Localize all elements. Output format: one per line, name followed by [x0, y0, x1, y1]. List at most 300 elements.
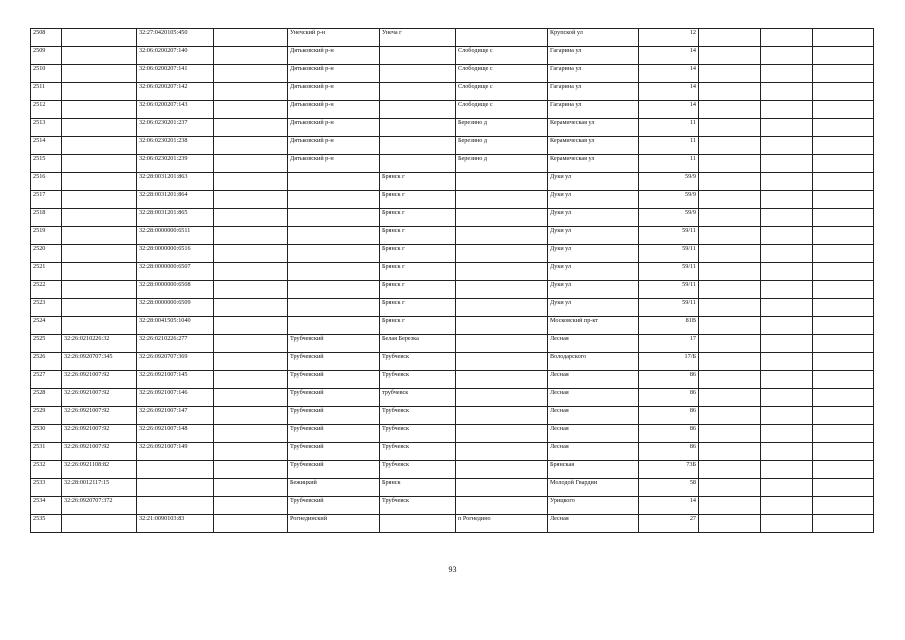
cell-city: [380, 119, 456, 137]
cell-old-cadastral-number: 32:26:0921108:82: [62, 461, 137, 479]
cell-blank-col: [214, 227, 288, 245]
cell-house-number: 14: [639, 101, 699, 119]
cell-street: Дуки ул: [548, 173, 639, 191]
cell-row-number: 2528: [31, 389, 62, 407]
cell-blank-col: [214, 317, 288, 335]
cell-extra-col-1: [699, 119, 761, 137]
cell-old-cadastral-number: [62, 83, 137, 101]
cell-city: [380, 65, 456, 83]
cell-blank-col: [214, 137, 288, 155]
cell-city: Трубчевск: [380, 407, 456, 425]
cell-cadastral-number: 32:06:0200207:141: [137, 65, 214, 83]
cell-street: Дуки ул: [548, 281, 639, 299]
cell-house-number: 11: [639, 155, 699, 173]
cell-blank-col: [214, 371, 288, 389]
cell-city: [380, 83, 456, 101]
cell-cadastral-number: [137, 461, 214, 479]
cell-cadastral-number: [137, 497, 214, 515]
cell-extra-col-2: [761, 515, 813, 533]
cell-extra-col-2: [761, 65, 813, 83]
cell-district: Трубчевский: [288, 461, 380, 479]
cell-extra-col-3: [813, 281, 874, 299]
cell-blank-col: [214, 461, 288, 479]
table-row: [31, 245, 874, 263]
cell-extra-col-2: [761, 353, 813, 371]
cell-district: Дятьковский р-н: [288, 137, 380, 155]
cell-old-cadastral-number: [62, 65, 137, 83]
cell-district: Рогнединский: [288, 515, 380, 533]
cell-old-cadastral-number: [62, 245, 137, 263]
cell-blank-col: [214, 497, 288, 515]
cell-city: Трубчевск: [380, 425, 456, 443]
cell-settlement: [456, 227, 548, 245]
cell-extra-col-1: [699, 191, 761, 209]
cell-extra-col-2: [761, 461, 813, 479]
cell-old-cadastral-number: 32:26:0921007:92: [62, 425, 137, 443]
cell-extra-col-3: [813, 137, 874, 155]
cell-house-number: 59/9: [639, 191, 699, 209]
cell-house-number: 12: [639, 29, 699, 47]
cell-district: Трубчевский: [288, 335, 380, 353]
cell-extra-col-3: [813, 263, 874, 281]
cell-city: Брянск г: [380, 245, 456, 263]
table-row: [31, 317, 874, 335]
cell-house-number: 81В: [639, 317, 699, 335]
cell-extra-col-1: [699, 281, 761, 299]
cell-district: Трубчевский: [288, 407, 380, 425]
cell-cadastral-number: 32:28:0000000:6509: [137, 299, 214, 317]
cell-old-cadastral-number: 32:26:0921007:92: [62, 371, 137, 389]
cell-house-number: 14: [639, 83, 699, 101]
cell-district: [288, 263, 380, 281]
cell-extra-col-1: [699, 173, 761, 191]
cell-cadastral-number: 32:26:0210226:277: [137, 335, 214, 353]
table-row: [31, 263, 874, 281]
cell-blank-col: [214, 479, 288, 497]
cell-extra-col-2: [761, 191, 813, 209]
table-row: [31, 443, 874, 461]
cell-cadastral-number: 32:26:0921007:146: [137, 389, 214, 407]
cell-house-number: 17: [639, 335, 699, 353]
cell-extra-col-1: [699, 83, 761, 101]
cell-city: Брянск г: [380, 263, 456, 281]
cell-row-number: 2530: [31, 425, 62, 443]
cell-row-number: 2509: [31, 47, 62, 65]
cell-extra-col-3: [813, 65, 874, 83]
cell-street: Лесная: [548, 389, 639, 407]
cell-blank-col: [214, 407, 288, 425]
cell-street: Дуки ул: [548, 299, 639, 317]
cell-settlement: [456, 353, 548, 371]
cell-extra-col-2: [761, 155, 813, 173]
table-row: [31, 119, 874, 137]
cell-extra-col-1: [699, 137, 761, 155]
cell-cadastral-number: 32:26:0921007:148: [137, 425, 214, 443]
cell-blank-col: [214, 83, 288, 101]
cell-blank-col: [214, 101, 288, 119]
cell-row-number: 2512: [31, 101, 62, 119]
cell-house-number: 58: [639, 479, 699, 497]
cell-street: Лесная: [548, 407, 639, 425]
cell-district: Трубчевский: [288, 425, 380, 443]
cell-settlement: [456, 443, 548, 461]
cell-district: Бежицкий: [288, 479, 380, 497]
cell-city: Унеча г: [380, 29, 456, 47]
cell-old-cadastral-number: [62, 191, 137, 209]
cell-district: Унечский р-н: [288, 29, 380, 47]
cell-old-cadastral-number: 32:28:0012117:15: [62, 479, 137, 497]
cell-city: [380, 47, 456, 65]
table-row: [31, 101, 874, 119]
cell-house-number: 86: [639, 425, 699, 443]
cell-street: Дуки ул: [548, 191, 639, 209]
cell-extra-col-2: [761, 407, 813, 425]
cell-extra-col-2: [761, 47, 813, 65]
cell-settlement: [456, 29, 548, 47]
cell-extra-col-2: [761, 209, 813, 227]
cell-extra-col-2: [761, 173, 813, 191]
cell-city: трубчевск: [380, 389, 456, 407]
cell-house-number: 86: [639, 443, 699, 461]
cell-street: Керамическая ул: [548, 119, 639, 137]
cell-extra-col-3: [813, 119, 874, 137]
cell-blank-col: [214, 389, 288, 407]
cell-extra-col-2: [761, 137, 813, 155]
cell-city: Брянск г: [380, 281, 456, 299]
cell-street: Гагарина ул: [548, 83, 639, 101]
cell-old-cadastral-number: [62, 209, 137, 227]
cell-street: Дуки ул: [548, 209, 639, 227]
cell-extra-col-1: [699, 407, 761, 425]
cell-extra-col-3: [813, 443, 874, 461]
cell-district: [288, 173, 380, 191]
cell-old-cadastral-number: [62, 281, 137, 299]
table-row: [31, 209, 874, 227]
cell-district: [288, 299, 380, 317]
cell-city: Брянск г: [380, 299, 456, 317]
table-row: [31, 461, 874, 479]
cell-row-number: 2514: [31, 137, 62, 155]
cell-street: Керамическая ул: [548, 155, 639, 173]
table-row: [31, 425, 874, 443]
cell-street: Гагарина ул: [548, 65, 639, 83]
cell-row-number: 2521: [31, 263, 62, 281]
cell-row-number: 2533: [31, 479, 62, 497]
cell-extra-col-1: [699, 389, 761, 407]
cell-city: Брянск г: [380, 317, 456, 335]
cell-extra-col-1: [699, 245, 761, 263]
cell-row-number: 2535: [31, 515, 62, 533]
cell-house-number: 59/11: [639, 281, 699, 299]
cell-row-number: 2524: [31, 317, 62, 335]
cell-street: Брянская: [548, 461, 639, 479]
cell-extra-col-1: [699, 299, 761, 317]
cell-extra-col-1: [699, 101, 761, 119]
cell-blank-col: [214, 515, 288, 533]
cell-old-cadastral-number: [62, 317, 137, 335]
cell-extra-col-3: [813, 335, 874, 353]
cell-city: Трубчевск: [380, 497, 456, 515]
cell-old-cadastral-number: [62, 101, 137, 119]
cell-extra-col-1: [699, 353, 761, 371]
cell-cadastral-number: 32:21:0090103:83: [137, 515, 214, 533]
cell-settlement: [456, 425, 548, 443]
cell-district: Трубчевский: [288, 371, 380, 389]
cell-row-number: 2520: [31, 245, 62, 263]
table-row: [31, 191, 874, 209]
cell-settlement: [456, 173, 548, 191]
cell-settlement: [456, 479, 548, 497]
cell-blank-col: [214, 425, 288, 443]
cell-blank-col: [214, 119, 288, 137]
cell-city: Брянск г: [380, 227, 456, 245]
cell-cadastral-number: 32:26:0921007:149: [137, 443, 214, 461]
cell-old-cadastral-number: [62, 173, 137, 191]
table-row: [31, 497, 874, 515]
cell-cadastral-number: 32:28:0031201:864: [137, 191, 214, 209]
table-row: [31, 335, 874, 353]
table-body: [31, 29, 874, 533]
cell-old-cadastral-number: [62, 47, 137, 65]
cell-city: Белая Березка: [380, 335, 456, 353]
cell-blank-col: [214, 155, 288, 173]
cell-district: Трубчевский: [288, 443, 380, 461]
cell-extra-col-3: [813, 173, 874, 191]
cell-street: Гагарина ул: [548, 47, 639, 65]
cell-cadastral-number: 32:26:0920707:369: [137, 353, 214, 371]
table-row: [31, 173, 874, 191]
cell-extra-col-1: [699, 515, 761, 533]
cell-house-number: 73Б: [639, 461, 699, 479]
cell-settlement: [456, 407, 548, 425]
cell-extra-col-1: [699, 479, 761, 497]
cell-extra-col-2: [761, 371, 813, 389]
cell-settlement: [456, 191, 548, 209]
cell-district: Дятьковский р-н: [288, 65, 380, 83]
cell-cadastral-number: 32:06:0230201:237: [137, 119, 214, 137]
cell-row-number: 2527: [31, 371, 62, 389]
table-row: [31, 299, 874, 317]
cell-settlement: Слободище с: [456, 65, 548, 83]
cell-old-cadastral-number: [62, 29, 137, 47]
cell-extra-col-2: [761, 83, 813, 101]
cell-extra-col-1: [699, 371, 761, 389]
cell-extra-col-1: [699, 155, 761, 173]
register-table: [30, 28, 874, 533]
cell-settlement: [456, 299, 548, 317]
cell-blank-col: [214, 353, 288, 371]
cell-settlement: [456, 263, 548, 281]
cell-house-number: 11: [639, 119, 699, 137]
cell-extra-col-3: [813, 407, 874, 425]
cell-extra-col-3: [813, 353, 874, 371]
cell-extra-col-2: [761, 227, 813, 245]
cell-extra-col-2: [761, 425, 813, 443]
cell-extra-col-1: [699, 47, 761, 65]
cell-district: Трубчевский: [288, 353, 380, 371]
cell-street: Урицкого: [548, 497, 639, 515]
cell-city: Брянск: [380, 479, 456, 497]
cell-city: Трубчевск: [380, 371, 456, 389]
cell-extra-col-1: [699, 425, 761, 443]
cell-blank-col: [214, 29, 288, 47]
cell-extra-col-1: [699, 443, 761, 461]
cell-settlement: [456, 281, 548, 299]
cell-district: [288, 281, 380, 299]
cell-settlement: [456, 371, 548, 389]
cell-extra-col-3: [813, 389, 874, 407]
cell-row-number: 2532: [31, 461, 62, 479]
cell-blank-col: [214, 335, 288, 353]
cell-street: Дуки ул: [548, 263, 639, 281]
cell-house-number: 59/11: [639, 227, 699, 245]
cell-street: Лесная: [548, 335, 639, 353]
cell-house-number: 59/9: [639, 173, 699, 191]
cell-extra-col-3: [813, 299, 874, 317]
cell-extra-col-3: [813, 191, 874, 209]
cell-house-number: 14: [639, 65, 699, 83]
cell-district: Дятьковский р-н: [288, 83, 380, 101]
cell-extra-col-1: [699, 209, 761, 227]
cell-row-number: 2523: [31, 299, 62, 317]
cell-house-number: 59/11: [639, 263, 699, 281]
cell-blank-col: [214, 65, 288, 83]
cell-row-number: 2511: [31, 83, 62, 101]
cell-row-number: 2531: [31, 443, 62, 461]
cell-house-number: 27: [639, 515, 699, 533]
cell-row-number: 2525: [31, 335, 62, 353]
cell-settlement: Слободище с: [456, 47, 548, 65]
cell-district: Трубчевский: [288, 389, 380, 407]
cell-cadastral-number: 32:06:0200207:140: [137, 47, 214, 65]
cell-house-number: 14: [639, 47, 699, 65]
cell-settlement: [456, 497, 548, 515]
cell-cadastral-number: 32:27:0420105:450: [137, 29, 214, 47]
cell-street: Дуки ул: [548, 227, 639, 245]
cell-settlement: [456, 209, 548, 227]
cell-row-number: 2510: [31, 65, 62, 83]
table-row: [31, 83, 874, 101]
cell-extra-col-3: [813, 461, 874, 479]
cell-old-cadastral-number: [62, 299, 137, 317]
cell-district: [288, 245, 380, 263]
cell-settlement: Слободище с: [456, 101, 548, 119]
table-row: [31, 515, 874, 533]
cell-extra-col-3: [813, 29, 874, 47]
table-row: [31, 65, 874, 83]
cell-extra-col-2: [761, 29, 813, 47]
cell-extra-col-3: [813, 209, 874, 227]
cell-cadastral-number: 32:06:0230201:238: [137, 137, 214, 155]
cell-district: [288, 227, 380, 245]
cell-blank-col: [214, 263, 288, 281]
cell-old-cadastral-number: 32:26:0921007:92: [62, 443, 137, 461]
cell-street: Московский пр-кт: [548, 317, 639, 335]
cell-district: Трубчевский: [288, 497, 380, 515]
cell-row-number: 2513: [31, 119, 62, 137]
cell-extra-col-2: [761, 479, 813, 497]
cell-blank-col: [214, 173, 288, 191]
cell-blank-col: [214, 209, 288, 227]
cell-city: Брянск г: [380, 209, 456, 227]
cell-old-cadastral-number: 32:26:0921007:92: [62, 389, 137, 407]
cell-street: Молодой Гвардии: [548, 479, 639, 497]
table-row: [31, 29, 874, 47]
cell-house-number: 11: [639, 137, 699, 155]
cell-house-number: 86: [639, 407, 699, 425]
cell-blank-col: [214, 443, 288, 461]
cell-extra-col-3: [813, 155, 874, 173]
cell-extra-col-2: [761, 263, 813, 281]
cell-street: Гагарина ул: [548, 101, 639, 119]
cell-cadastral-number: 32:26:0921007:147: [137, 407, 214, 425]
cell-blank-col: [214, 281, 288, 299]
cell-blank-col: [214, 47, 288, 65]
cell-cadastral-number: 32:06:0230201:239: [137, 155, 214, 173]
cell-house-number: 59/11: [639, 299, 699, 317]
cell-extra-col-1: [699, 263, 761, 281]
cell-street: Керамическая ул: [548, 137, 639, 155]
cell-street: Крупской ул: [548, 29, 639, 47]
cell-cadastral-number: 32:28:0000000:6516: [137, 245, 214, 263]
table-row: [31, 479, 874, 497]
cell-extra-col-1: [699, 227, 761, 245]
cell-city: Трубчевск: [380, 443, 456, 461]
cell-cadastral-number: 32:28:0031201:863: [137, 173, 214, 191]
cell-cadastral-number: [137, 479, 214, 497]
cell-cadastral-number: 32:28:0000000:6511: [137, 227, 214, 245]
cell-city: [380, 515, 456, 533]
cell-cadastral-number: 32:26:0921007:145: [137, 371, 214, 389]
cell-city: Трубчевск: [380, 461, 456, 479]
cell-street: Лесная: [548, 515, 639, 533]
table-row: [31, 407, 874, 425]
cell-extra-col-2: [761, 389, 813, 407]
cell-extra-col-2: [761, 317, 813, 335]
cell-extra-col-1: [699, 461, 761, 479]
cell-extra-col-2: [761, 335, 813, 353]
cell-extra-col-3: [813, 227, 874, 245]
cell-old-cadastral-number: 32:26:0920707:345: [62, 353, 137, 371]
cell-extra-col-3: [813, 101, 874, 119]
cell-extra-col-3: [813, 515, 874, 533]
cell-street: Дуки ул: [548, 245, 639, 263]
table-row: [31, 47, 874, 65]
cell-settlement: [456, 335, 548, 353]
cell-settlement: [456, 317, 548, 335]
cell-extra-col-1: [699, 65, 761, 83]
cell-city: Трубчевск: [380, 353, 456, 371]
cell-settlement: [456, 461, 548, 479]
table-row: [31, 389, 874, 407]
table-row: [31, 137, 874, 155]
cell-settlement: [456, 245, 548, 263]
table-row: [31, 353, 874, 371]
cell-row-number: 2529: [31, 407, 62, 425]
cell-city: Брянск г: [380, 173, 456, 191]
cell-old-cadastral-number: [62, 263, 137, 281]
cell-old-cadastral-number: [62, 515, 137, 533]
cell-settlement: Слободище с: [456, 83, 548, 101]
cell-city: [380, 155, 456, 173]
cell-city: Брянск г: [380, 191, 456, 209]
cell-settlement: Березино д: [456, 155, 548, 173]
cell-old-cadastral-number: 32:26:0210226:32: [62, 335, 137, 353]
table-row: [31, 371, 874, 389]
cell-old-cadastral-number: [62, 155, 137, 173]
cell-house-number: 59/11: [639, 245, 699, 263]
cell-district: [288, 209, 380, 227]
